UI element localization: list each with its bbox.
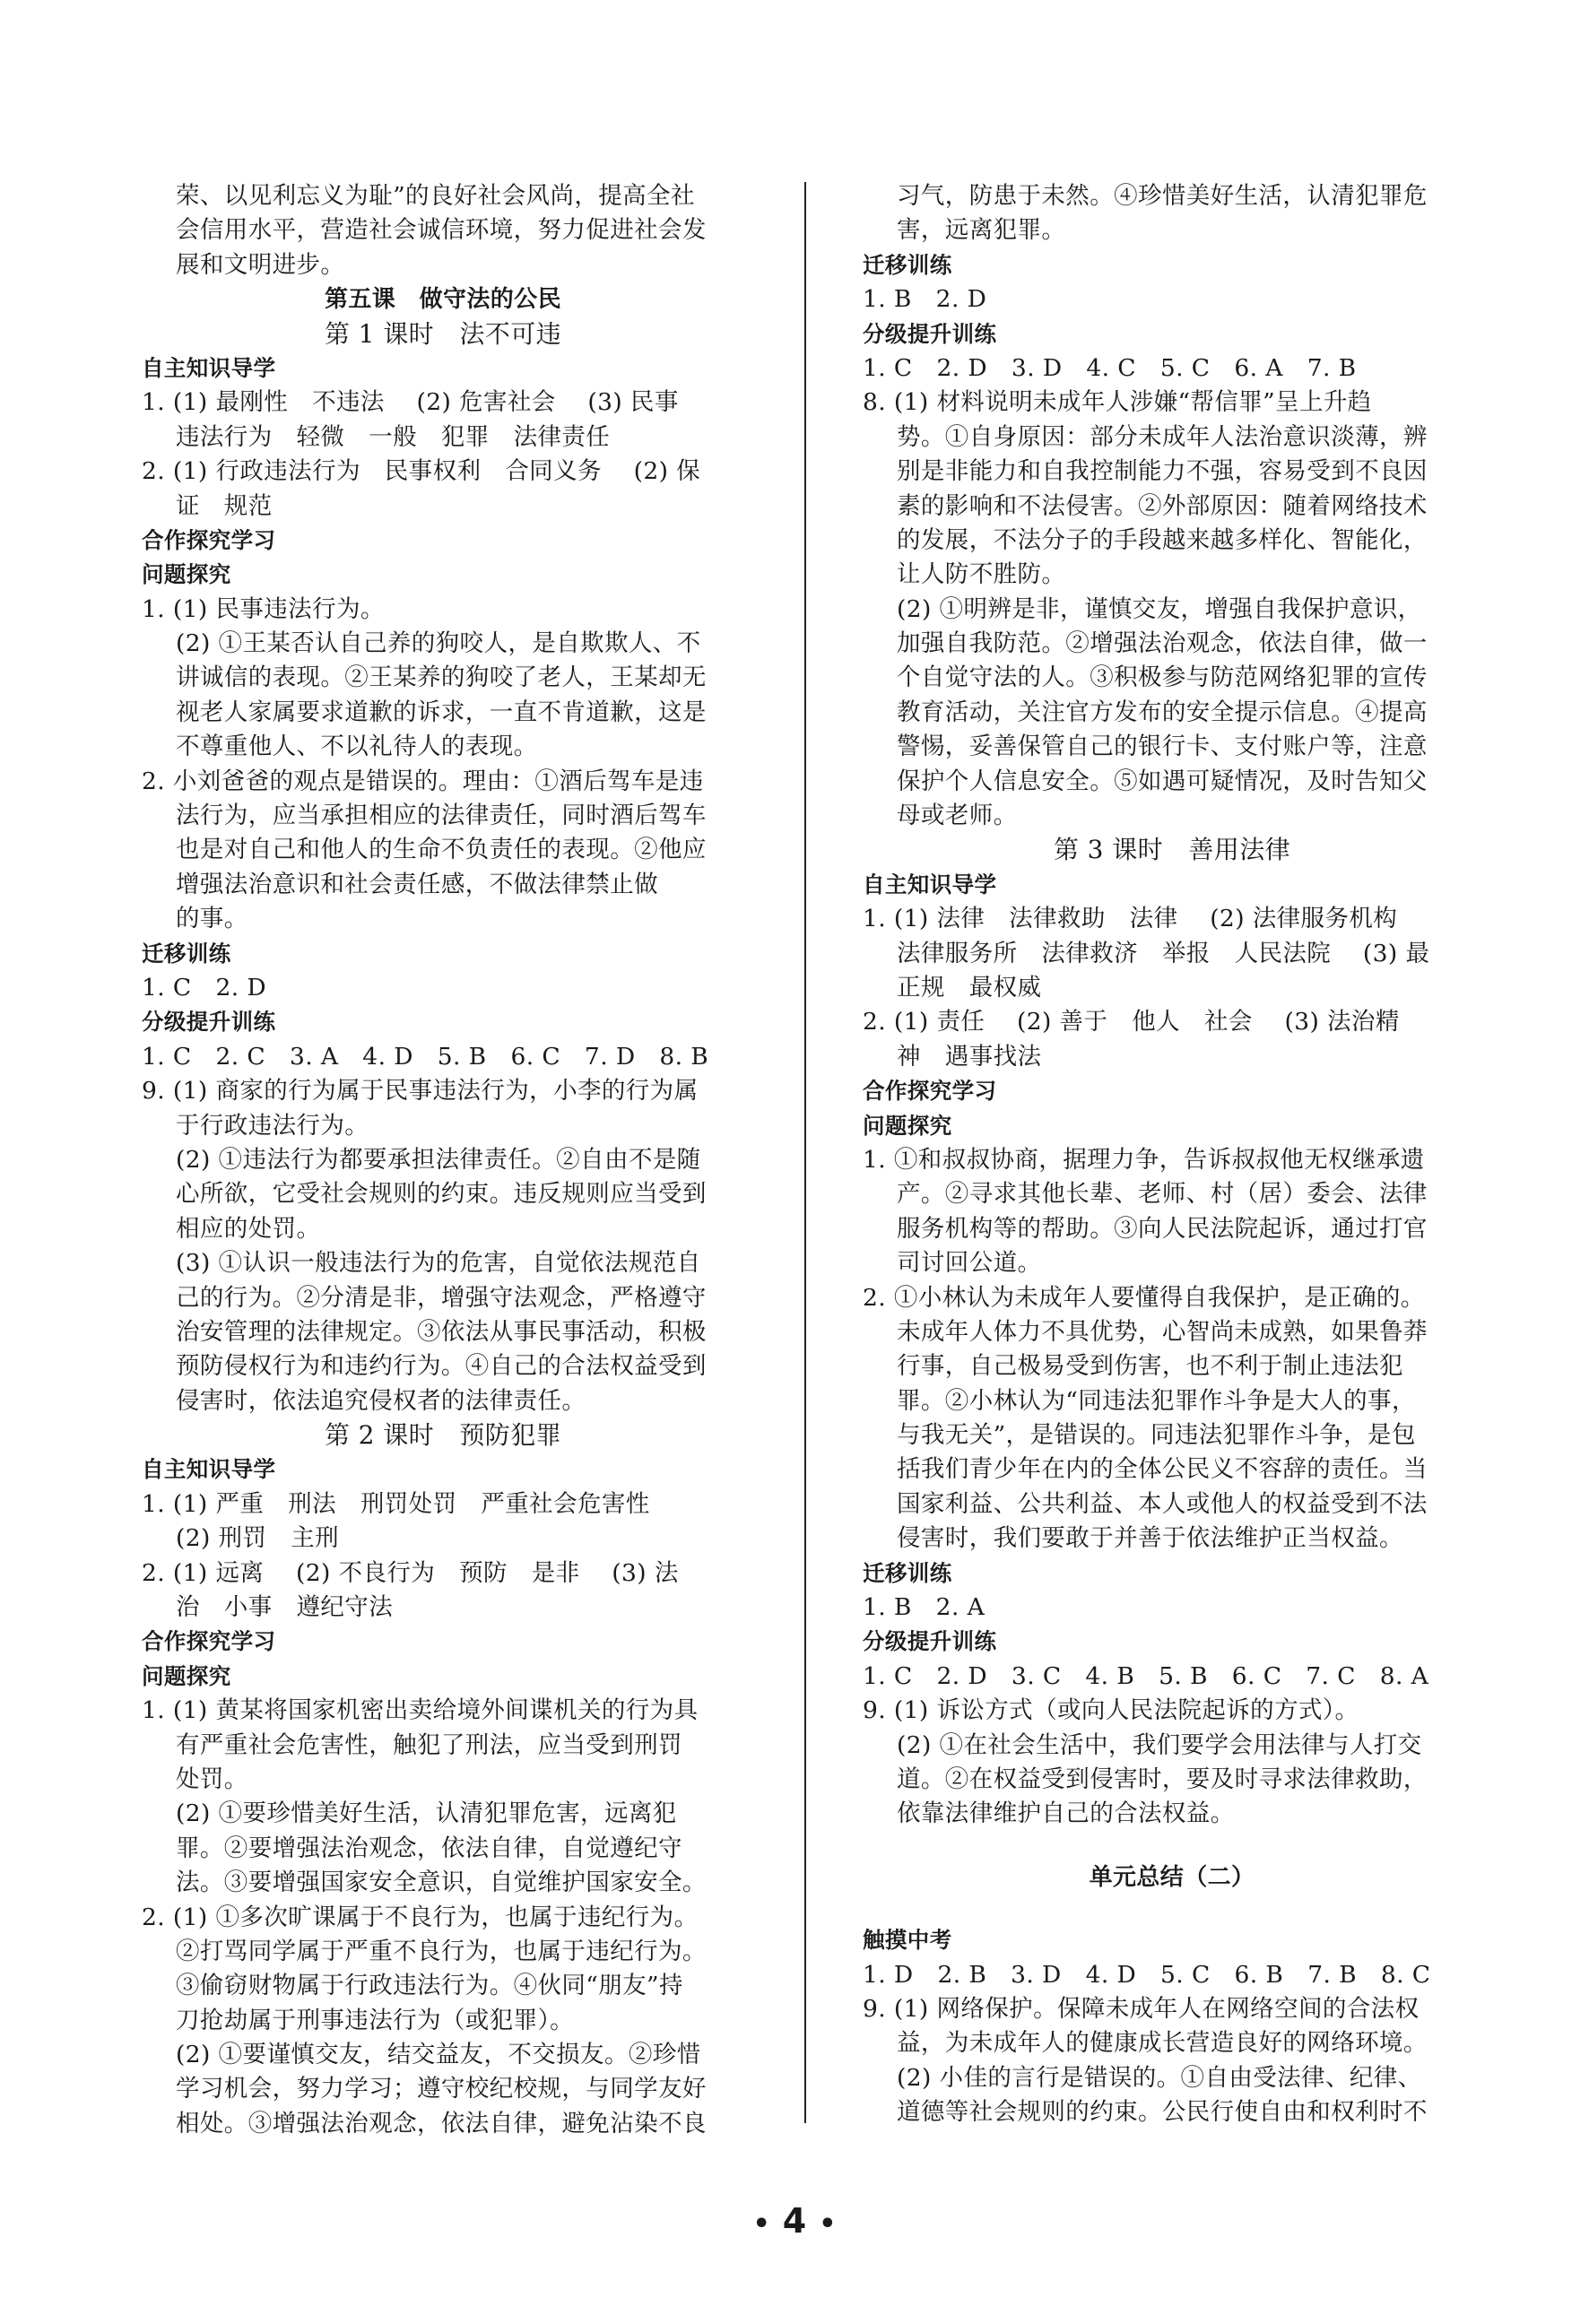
text-line: 1. C 2. D 3. D 4. C 5. C 6. A 7. B: [863, 353, 1357, 382]
text-line: 道。②在权益受到侵害时，要及时寻求法律救助，: [897, 1765, 1428, 1793]
text-line: 心所欲，它受社会规则的约束。违反规则应当受到: [176, 1180, 707, 1209]
text-line: 8. (1) 材料说明未成年人涉嫌“帮信罪”呈上升趋: [863, 388, 1372, 417]
right-column: [863, 179, 1481, 2129]
text-line: 母或老师。: [897, 802, 1018, 830]
spacer: [863, 1832, 1481, 1860]
section-heading: 分级提升训练: [863, 1628, 997, 1655]
text-line: 1. C 2. D 3. C 4. B 5. B 6. C 7. C 8. A: [863, 1661, 1429, 1690]
text-line: 违法行为 轻微 一般 犯罪 法律责任: [176, 422, 611, 451]
text-line: 9. (1) 诉讼方式（或向人民法院起诉的方式）。: [863, 1696, 1359, 1725]
text-line: 增强法治意识和社会责任感，不做法律禁止做: [176, 870, 658, 898]
text-line: 1. (1) 严重 刑法 刑罚处罚 严重社会危害性: [142, 1489, 650, 1518]
text-line: 9. (1) 网络保护。保障未成年人在网络空间的合法权: [863, 1994, 1420, 2023]
text-line: 国家利益、公共利益、本人或他人的权益受到不法: [897, 1489, 1428, 1518]
period-title: 第 3 课时 善用法律: [1053, 835, 1291, 865]
bullet-dot-right: •: [819, 2208, 837, 2240]
text-line: 有严重社会危害性，触犯了刑法，应当受到刑罚: [176, 1730, 682, 1759]
text-line: 己的行为。②分清是非，增强守法观念，严格遵守: [176, 1283, 707, 1312]
text-line: 习气，防患于未然。④珍惜美好生活，认清犯罪危: [897, 182, 1428, 210]
text-line: 1. D 2. B 3. D 4. D 5. C 6. B 7. B 8. C: [863, 1960, 1431, 1989]
text-line: 1. B 2. A: [863, 1593, 986, 1622]
text-line: 讲诚信的表现。②王某养的狗咬了老人，王某却无: [176, 663, 707, 692]
text-line: 治 小事 遵纪守法: [176, 1593, 394, 1622]
text-line: 罪。②小林认为“同违法犯罪作斗争是大人的事，: [897, 1386, 1416, 1415]
text-line: (2) 小佳的言行是错误的。①自由受法律、纪律、: [897, 2063, 1422, 2092]
text-line: 司讨回公道。: [897, 1249, 1042, 1278]
text-line: 法行为，应当承担相应的法律责任，同时酒后驾车: [176, 802, 707, 830]
text-line: 个自觉守法的人。③积极参与防范网络犯罪的宣传: [897, 663, 1428, 692]
text-line: 1. (1) 法律 法律救助 法律 (2) 法律服务机构: [863, 905, 1398, 933]
text-line: 证 规范: [176, 491, 273, 520]
section-heading: 迁移训练: [142, 940, 231, 967]
text-line: 于行政违法行为。: [176, 1111, 369, 1140]
section-heading: 合作探究学习: [142, 526, 276, 553]
text-line: (2) ①明辨是非，谨慎交友，增强自我保护意识，: [897, 594, 1422, 623]
section-heading: 问题探究: [142, 1662, 231, 1689]
text-line: 荣、以见利忘义为耻”的良好社会风尚，提高全社: [176, 182, 695, 210]
text-line: 相处。③增强法治观念，依法自律，避免沾染不良: [176, 2109, 707, 2138]
text-line: 的事。: [176, 905, 248, 933]
text-line: 处罚。: [176, 1765, 248, 1793]
section-heading: 问题探究: [142, 561, 231, 588]
text-line: 侵害时，我们要敢于并善于依法维护正当权益。: [897, 1524, 1403, 1553]
section-heading: 自主知识导学: [142, 354, 276, 381]
page-number: [0, 2201, 1589, 2241]
text-line: 2. (1) ①多次旷课属于不良行为，也属于违纪行为。: [142, 1903, 699, 1931]
spacer: [863, 1895, 1481, 1923]
period-title: 第 2 课时 预防犯罪: [324, 1420, 562, 1451]
text-line: 加强自我防范。②增强法治观念，依法自律，做一: [897, 629, 1428, 658]
text-line: 2. (1) 远离 (2) 不良行为 预防 是非 (3) 法: [142, 1558, 679, 1587]
text-line: 法律服务所 法律救济 举报 人民法院 (3) 最: [897, 939, 1430, 967]
text-line: 与我无关”，是错误的。同违法犯罪作斗争，是包: [897, 1421, 1416, 1450]
section-heading: 分级提升训练: [863, 320, 997, 347]
text-line: 1. (1) 黄某将国家机密出卖给境外间谍机关的行为具: [142, 1696, 699, 1725]
text-line: 相应的处罚。: [176, 1214, 321, 1243]
text-line: 保护个人信息安全。⑤如遇可疑情况，及时告知父: [897, 767, 1428, 795]
text-line: 括我们青少年在内的全体公民义不容辞的责任。当: [897, 1455, 1428, 1484]
text-line: 未成年人体力不具优势，心智尚未成熟，如果鲁莽: [897, 1317, 1428, 1346]
text-line: 罪。②要增强法治观念，依法自律，自觉遵纪守: [176, 1834, 682, 1862]
text-line: (2) ①要珍惜美好生活，认清犯罪危害，远离犯: [176, 1799, 677, 1828]
text-line: ③偷窃财物属于行政违法行为。④伙同“朋友”持: [176, 1972, 683, 2000]
section-heading: 迁移训练: [863, 1559, 952, 1586]
text-line: 也是对自己和他人的生命不负责任的表现。②他应: [176, 836, 707, 864]
column-divider: [804, 182, 806, 2123]
bullet-dot-left: •: [752, 2208, 770, 2240]
text-line: 神 遇事找法: [897, 1042, 1042, 1071]
page-number-value: 4: [782, 2201, 807, 2241]
text-line: 1. (1) 最刚性 不违法 (2) 危害社会 (3) 民事: [142, 388, 679, 417]
section-heading: 合作探究学习: [863, 1078, 997, 1105]
text-line: 视老人家属要求道歉的诉求，一直不肯道歉，这是: [176, 698, 707, 726]
text-line: 服务机构等的帮助。③向人民法院起诉，通过打官: [897, 1214, 1428, 1243]
text-line: 侵害时，依法追究侵权者的法律责任。: [176, 1386, 586, 1415]
text-line: 展和文明进步。: [176, 250, 345, 279]
section-heading: 分级提升训练: [142, 1009, 276, 1036]
text-line: (2) ①王某否认自己养的狗咬人，是自欺欺人、不: [176, 629, 701, 658]
text-line: 益，为未成年人的健康成长营造良好的网络环境。: [897, 2029, 1428, 2058]
section-heading: 自主知识导学: [142, 1456, 276, 1483]
section-heading: 合作探究学习: [142, 1628, 276, 1655]
text-line: 1. B 2. D: [863, 285, 987, 314]
text-line: 不尊重他人、不以礼待人的表现。: [176, 733, 538, 761]
text-line: 教育活动，关注官方发布的安全提示信息。④提高: [897, 698, 1428, 726]
text-line: ②打骂同学属于严重不良行为，也属于违纪行为。: [176, 1937, 707, 1965]
text-line: 1. (1) 民事违法行为。: [142, 594, 385, 623]
lesson-title: 第五课 做守法的公民: [324, 286, 561, 314]
text-line: 正规 最权威: [897, 973, 1042, 1002]
text-line: 治安管理的法律规定。③依法从事民事活动，积极: [176, 1317, 707, 1346]
text-line: 2. 小刘爸爸的观点是错误的。理由：①酒后驾车是违: [142, 767, 704, 795]
text-line: 9. (1) 商家的行为属于民事违法行为，小李的行为属: [142, 1077, 699, 1106]
lesson-title: 单元总结（二）: [1089, 1863, 1255, 1891]
text-line: 2. (1) 责任 (2) 善于 他人 社会 (3) 法治精: [863, 1008, 1400, 1036]
text-line: (3) ①认识一般违法行为的危害，自觉依法规范自: [176, 1249, 701, 1278]
text-line: 害，远离犯罪。: [897, 216, 1066, 245]
text-line: 1. C 2. C 3. A 4. D 5. B 6. C 7. D 8. B: [142, 1042, 709, 1071]
text-line: 道德等社会规则的约束。公民行使自由和权利时不: [897, 2098, 1428, 2127]
text-line: 依靠法律维护自己的合法权益。: [897, 1799, 1235, 1828]
text-line: 行事，自己极易受到伤害，也不利于制止违法犯: [897, 1352, 1403, 1381]
text-line: (2) 刑罚 主刑: [176, 1524, 340, 1553]
text-line: (2) ①违法行为都要承担法律责任。②自由不是随: [176, 1145, 701, 1174]
text-line: 学习机会，努力学习；遵守校纪校规，与同学友好: [176, 2075, 707, 2103]
text-line: 刀抢劫属于刑事违法行为（或犯罪）。: [176, 2006, 575, 2034]
section-heading: 问题探究: [863, 1112, 952, 1139]
text-line: 预防侵权行为和违约行为。④自己的合法权益受到: [176, 1352, 707, 1381]
text-line: (2) ①在社会生活中，我们要学会用法律与人打交: [897, 1730, 1422, 1759]
text-line: 势。①自身原因：部分未成年人法治意识淡薄，辨: [897, 422, 1428, 451]
text-line: 1. C 2. D: [142, 973, 267, 1002]
text-line: 2. (1) 行政违法行为 民事权利 合同义务 (2) 保: [142, 457, 701, 486]
text-line: 警惕，妥善保管自己的银行卡、支付账户等，注意: [897, 733, 1428, 761]
section-heading: 触摸中考: [863, 1927, 952, 1954]
text-line: 让人防不胜防。: [897, 560, 1066, 589]
text-line: 素的影响和不法侵害。②外部原因：随着网络技术: [897, 491, 1428, 520]
text-line: 产。②寻求其他长辈、老师、村（居）委会、法律: [897, 1180, 1428, 1209]
text-line: 1. ①和叔叔协商，据理力争，告诉叔叔他无权继承遗: [863, 1145, 1425, 1174]
text-line: (2) ①要谨慎交友，结交益友，不交损友。②珍惜: [176, 2041, 701, 2069]
left-column: [142, 179, 744, 2141]
period-title: 第 1 课时 法不可违: [324, 318, 562, 349]
section-heading: 迁移训练: [863, 251, 952, 278]
text-line: 会信用水平，营造社会诚信环境，努力促进社会发: [176, 216, 707, 245]
text-line: 的发展，不法分子的手段越来越多样化、智能化，: [897, 525, 1428, 554]
text-line: 别是非能力和自我控制能力不强，容易受到不良因: [897, 457, 1428, 486]
text-line: 2. ①小林认为未成年人要懂得自我保护，是正确的。: [863, 1283, 1425, 1312]
text-line: 法。③要增强国家安全意识，自觉维护国家安全。: [176, 1869, 707, 1897]
section-heading: 自主知识导学: [863, 871, 997, 898]
